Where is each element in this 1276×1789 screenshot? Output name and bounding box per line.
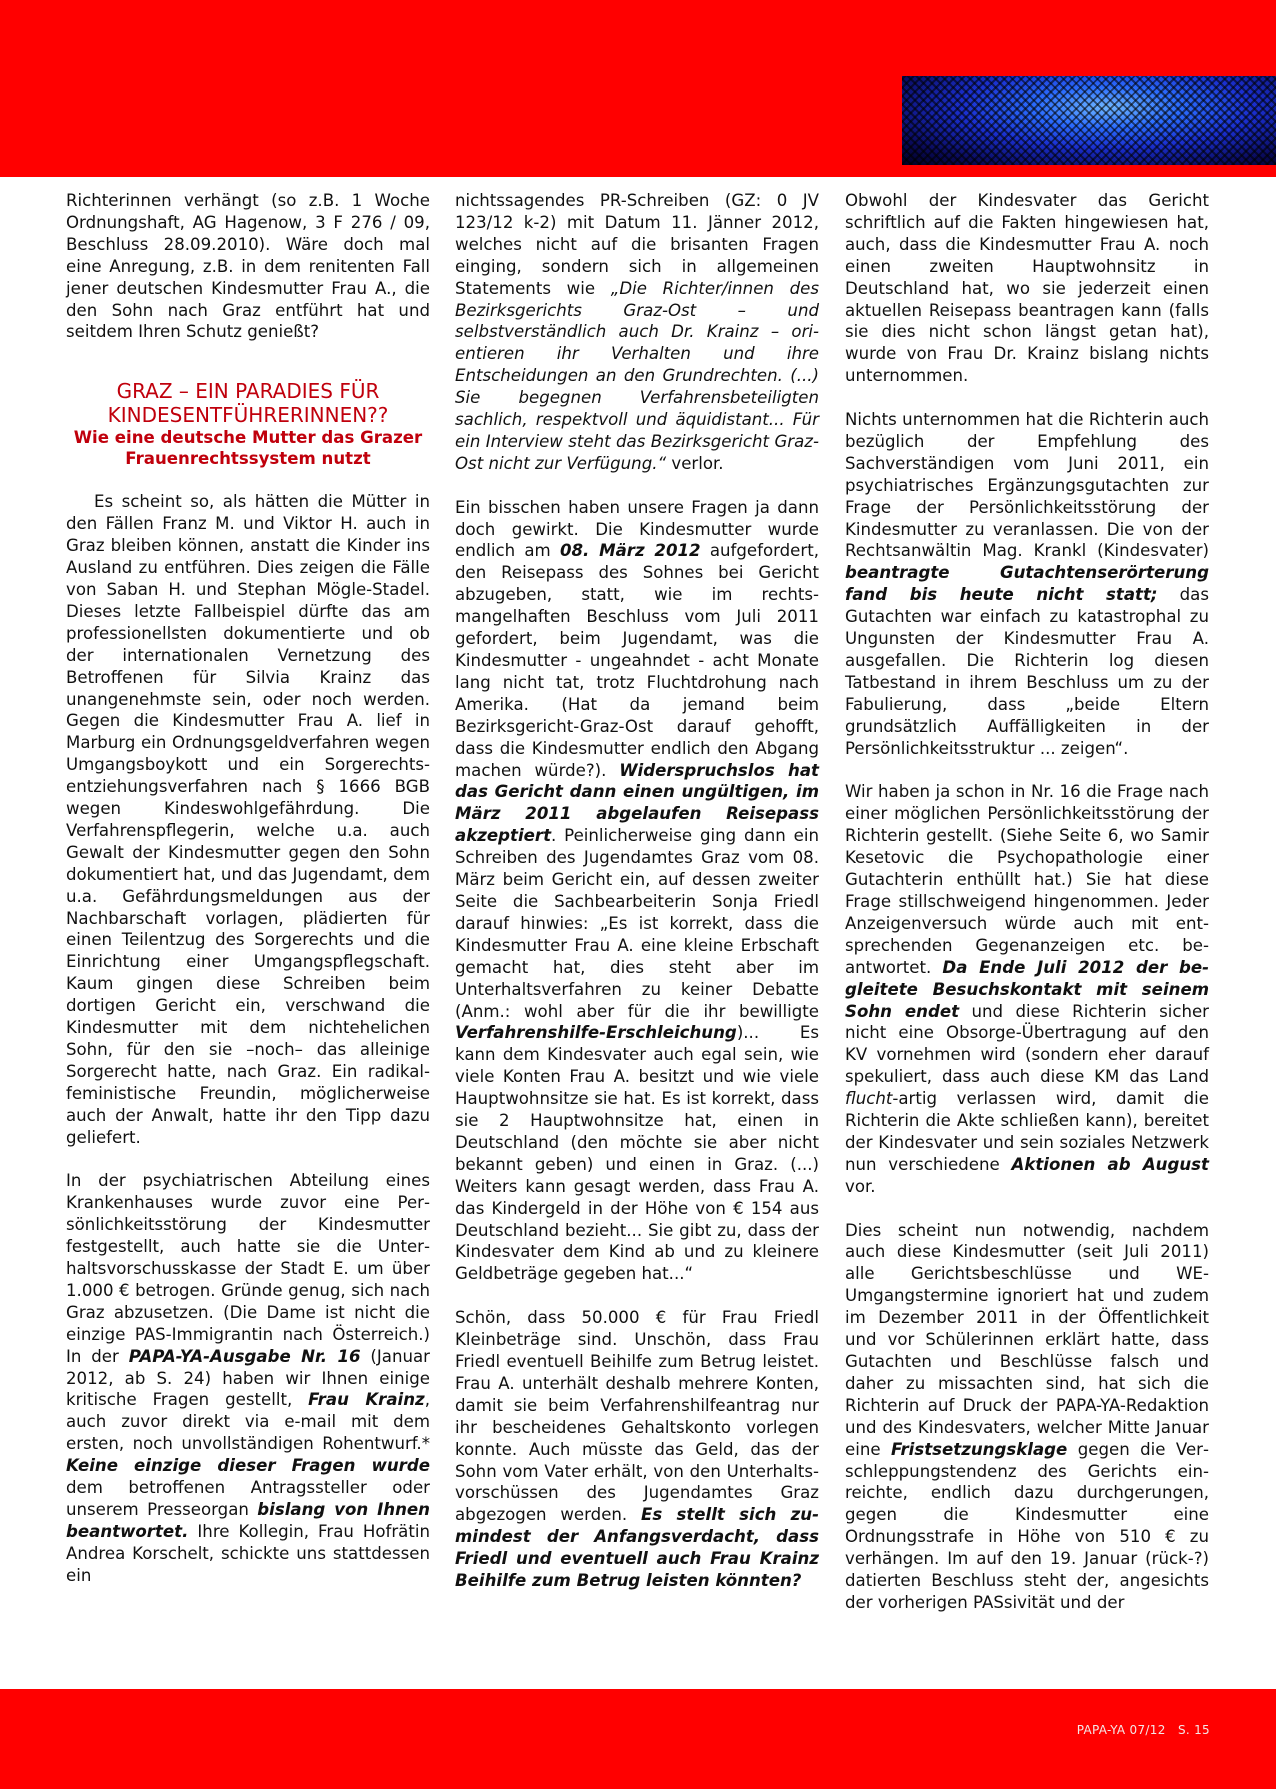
emphasis: Es stellt sich zumindest der Anfangsverdacht, dass Friedl und eventuell auch Frau Krainz Beihilfe zum Betrug leisten könnten? — [455, 1505, 819, 1591]
emphasis-italic: flucht — [845, 1089, 893, 1109]
emphasis: Aktionen ab August — [1011, 1154, 1209, 1174]
emphasis: PAPA-YA-Ausgabe Nr. 16 — [128, 1346, 361, 1366]
emphasis: Frau Krainz — [308, 1390, 425, 1410]
text-run: nichtssagendes PR-Schreiben (GZ: 0 JV 123/12 k-2) mit Datum 11. Jänner 2012, welches nicht auf die brisanten Fragen einging, sondern sich in allgemeinen Statements wie — [455, 191, 819, 298]
text-run: -artig verlassen wird, damit die Richterin die Akte schließen kann), bereitet der Kindesvater und sein soziales Netzwerk nun verschiedene — [845, 1089, 1209, 1174]
paragraph — [455, 497, 819, 1286]
paragraph — [455, 190, 819, 475]
text-run: . Peinlicherweise ging dann ein Schreiben des Jugendamtes Graz vom 08. März beim Gericht ein, auf dessen zweiter Seite die Sachbearbeiterin Sonja Friedl darauf hinwies: „Es ist korrekt, dass die Kindesmutter Frau A. eine kleine Erbschaft gemacht hat, dies steht aber im Unterhaltsverfahren zu keiner Debatte (Anm.: wohl aber für die ihr bewilligte — [455, 826, 819, 1021]
paragraph — [845, 409, 1209, 760]
text-run: das Gutachten war einfach zu katastrophal zu Ungunsten der Kindesmutter Frau A. ausgefallen. Die Richterin log diesen Tatbestand in ihrem Beschluss um zu der Fabulierung, dass „beide Eltern grundsätzlich Auffälligkeiten in der Persönlichkeitsstruktur ... zeigen“. — [845, 585, 1209, 758]
emphasis: beantragte Gutachtenserörterung fand bis heute nicht statt; — [845, 563, 1209, 605]
text-run: Ihre Kollegin, Frau Hofrätin Andrea Korschelt, schickte uns stattdessen ein — [66, 1521, 430, 1585]
text-run: verlor. — [666, 453, 724, 473]
footer-band — [0, 1689, 1276, 1789]
page-footer-label: PAPA-YA 07/12 S. 15 — [1076, 1723, 1210, 1737]
emphasis: Fristsetzungsklage — [890, 1439, 1068, 1459]
text-run: , auch zuvor direkt via e-mail mit dem ersten, noch unvollständigen Rohentwurf.* — [66, 1390, 430, 1454]
emphasis: Da Ende Juli 2012 der begleitete Besuchskontakt mit seinem Sohn endet — [845, 957, 1209, 1021]
text-run: und diese Richterin sicher nicht eine Obsorge-Übertragung auf den KV vornehmen wird (sondern eher darauf spekuliert, dass auch diese KM das Land — [845, 1001, 1209, 1087]
heading-title-line-2: KINDESENTFÜHRERINNEN?? — [107, 403, 389, 428]
article-heading — [66, 379, 430, 469]
text-run: vor. — [845, 1176, 876, 1196]
heading-title-line-1: GRAZ – EIN PARADIES FÜR — [116, 379, 380, 404]
emphasis: Widerspruchslos hat das Gericht dann einen ungültigen, im März 2011 abgelaufen Reisepass akzeptiert — [455, 760, 819, 846]
paragraph — [455, 1307, 819, 1592]
text-run: Ein bisschen haben unsere Fragen ja dann doch gewirkt. Die Kindesmutter wurde endlich am — [455, 497, 819, 561]
text-run: In der psychiatrischen Abteilung eines Krankenhauses wurde zuvor eine Persönlichkeitsstörung der Kindesmutter festgestellt, auch hatte sie die Unterhaltsvorschusskasse der Stadt E. um über 1.000 € betrogen. Gründe genug, sich nach Graz abzusetzen. (Die Dame ist nicht die einzige PAS-Immigrantin nach Österreich.) In der — [66, 1171, 430, 1366]
paragraph — [845, 1220, 1209, 1614]
emphasis: 08. März 2012 — [559, 541, 701, 561]
text-run: Wir haben ja schon in Nr. 16 die Frage nach einer möglichen Persönlichkeitsstörung der Richterin gestellt. (Siehe Seite 6, wo Samir Kesetovic die Psychopathologie einer Gutachterin enthüllt hat.) Sie hat diese Frage stillschweigend hingenommen. Jeder Anzeigenversuch würde auch mit entsprechenden Gegenanzeigen etc. beantwortet. — [845, 782, 1209, 977]
text-run: gegen die Verschleppungstendenz des Gerichts einreichte, endlich dazu durchgerungen, gegen die Kindesmutter eine Ordnungsstrafe in Höhe von 510 € zu verhängen. Im auf den 19. Januar (rück-?) datierten Beschluss steht der, angesichts der vorherigen PASsivität und der — [845, 1439, 1209, 1612]
article-column-1 — [66, 190, 430, 1609]
emphasis: Verfahrenshilfe-Erschleichung — [455, 1023, 737, 1043]
text-run: Nichts unternommen hat die Richterin auch bezüglich der Empfehlung des Sachverständigen vom Juni 2011, ein psychiatrisches Ergänzungsgutachten zur Frage der Persönlichkeitsstörung der Kindesmutter zu veranlassen. Die von der Rechtsanwältin Mag. Krankl (Kindesvater) — [845, 410, 1209, 561]
emphasis: bislang von Ihnen beantwortet. — [66, 1500, 430, 1541]
heading-subtitle-line-1: Wie eine deutsche Mutter das Grazer — [73, 428, 423, 448]
paragraph: Es scheint so, als hätten die Mütter in den Fällen Franz M. und Viktor H. auch in Graz bleiben können, anstatt die Kinder ins Ausland zu entführen. Dies zeigen die Fälle von Saban H. und Stephan Mögle-Stadel. Dieses letzte Fallbeispiel dürfte das am professionellsten dokumentierte und ob der internationalen Vernetzung des Betroffenen für Silvia Krainz das unangenehmste sein, oder noch werden. Gegen die Kindesmutter Frau A. lief in Marburg ein Ordnungsgeldverfahren wegen Umgangsboykott und ein Sorgerechtsentziehungsverfahren nach § 1666 BGB wegen Kindeswohlgefährdung. Die Verfahrenspflegerin, welche u.a. auch Gewalt der Kindesmutter gegen den Sohn dokumentiert hat, und das Jugendamt, dem u.a. Gefährdungsmeldungen aus der Nachbarschaft vorlagen, plädierten für einen Teilentzug des Sorgerechts und die Einrichtung einer Umgangspflegschaft. Kaum gingen diese Schreiben beim dortigen Gericht ein, verschwand die Kindesmutter mit dem nichtehelichen Sohn, für den sie –noch– das alleinige Sorgerecht hatte, nach Graz. Ein radikal-feministische Freundin, möglicherweise auch der Anwalt, hatte ihr den Tipp dazu geliefert. — [66, 492, 430, 1147]
emphasis: Keine einzige dieser Fragen wurde — [66, 1456, 430, 1476]
paragraph: Richterinnen verhängt (so z.B. 1 Woche Ordnungshaft, AG Hagenow, 3 F 276 / 09, Beschluss 28.09.2010). Wäre doch mal eine Anregung, z.B. in dem renitenten Fall jener deutschen Kindesmutter Frau A., die den Sohn nach Graz entführt hat und seitdem Ihren Schutz genießt? — [66, 191, 430, 342]
text-run: aufgefordert, den Reisepass des Sohnes bei Gericht abzugeben, statt, wie im rechtsmangelhaften Beschluss vom Juli 2011 gefordert, beim Jugendamt, was die Kindesmutter - ungeahndet - acht Monate lang nicht tat, trotz Fluchtdrohung nach Amerika. (Hat da jemand beim Bezirksgericht-Graz-Ost darauf gehofft, dass die Kindesmutter endlich den Abgang machen würde?). — [455, 541, 819, 780]
text-run: Dies scheint nun notwendig, nachdem auch diese Kindesmutter (seit Juli 2011) alle Gerichtsbeschlüsse und WE-Umgangstermine ignoriert hat und zudem im Dezember 2011 in der Öffentlichkeit und vor Schülerinnen erklärt hatte, dass Gutachten und Beschlüsse falsch und daher zu missachten sind, hat sich die Richterin auf Druck der PAPA-YA-Redaktion und des Kindesvaters, welcher Mitte Januar eine — [845, 1220, 1209, 1459]
text-run: )... Es kann dem Kindesvater auch egal sein, wie viele Konten Frau A. besitzt und wie viele Hauptwohnsitze sie hat. Es ist korrekt, dass sie 2 Hauptwohnsitze hat, einen in Deutschland (den möchte sie aber nicht bekannt geben) und einen in Graz. (...) Weiters kann gesagt werden, dass Frau A. das Kindergeld in der Höhe von € 154 aus Deutschland bezieht... Sie gibt zu, dass der Kindesvater dem Kind ab und zu kleinere Geldbeträge gegeben hat...“ — [455, 1023, 819, 1284]
article-column-2 — [455, 190, 819, 1614]
text-run: (Januar 2012, ab S. 24) haben wir Ihnen einige kritische Fragen gestellt, — [66, 1346, 430, 1410]
text-run: dem betroffenen Antragssteller oder unserem Presseorgan — [66, 1478, 430, 1520]
paragraph: Obwohl der Kindesvater das Gericht schriftlich auf die Fakten hingewiesen hat, auch, dass die Kindesmutter Frau A. noch einen zweiten Hauptwohnsitz in Deutschland hat, wo sie jederzeit einen aktuellen Reisepass beantragen kann (falls sie dies nicht schon längst getan hat), wurde von Frau Dr. Krainz bislang nichts unternommen. — [845, 191, 1209, 386]
text-run: Schön, dass 50.000 € für Frau Friedl Kleinbeträge sind. Unschön, dass Frau Friedl eventuell Beihilfe zum Betrug leistet. Frau A. unterhält deshalb mehrere Konten, damit sie beim Verfahrenshilfeantrag nur ihr bescheidenes Gehaltskonto vorlegen konnte. Auch müsste das Geld, das der Sohn vom Vater erhält, von den Unterhaltsvorschüssen des Jugendamtes Graz abgezogen werden. — [455, 1308, 819, 1525]
paragraph — [845, 781, 1209, 1197]
quote: „Die Richter/innen des Bezirksgerichts Graz-Ost – und selbstverständlich auch Dr. Krainz – orientieren ihr Verhalten und ihre Entscheidungen an den Grundrechten. (...) Sie begegnen Verfahrensbeteiligten sachlich, respektvoll und äquidistant... Für ein Interview steht das Bezirksgericht Graz-Ost nicht zur Verfügung.“ — [455, 278, 819, 473]
paragraph — [66, 1170, 430, 1586]
header-mesh-image — [902, 76, 1276, 165]
heading-subtitle-line-2: Frauenrechtssystem nutzt — [125, 449, 371, 469]
article-column-3 — [845, 190, 1209, 1636]
